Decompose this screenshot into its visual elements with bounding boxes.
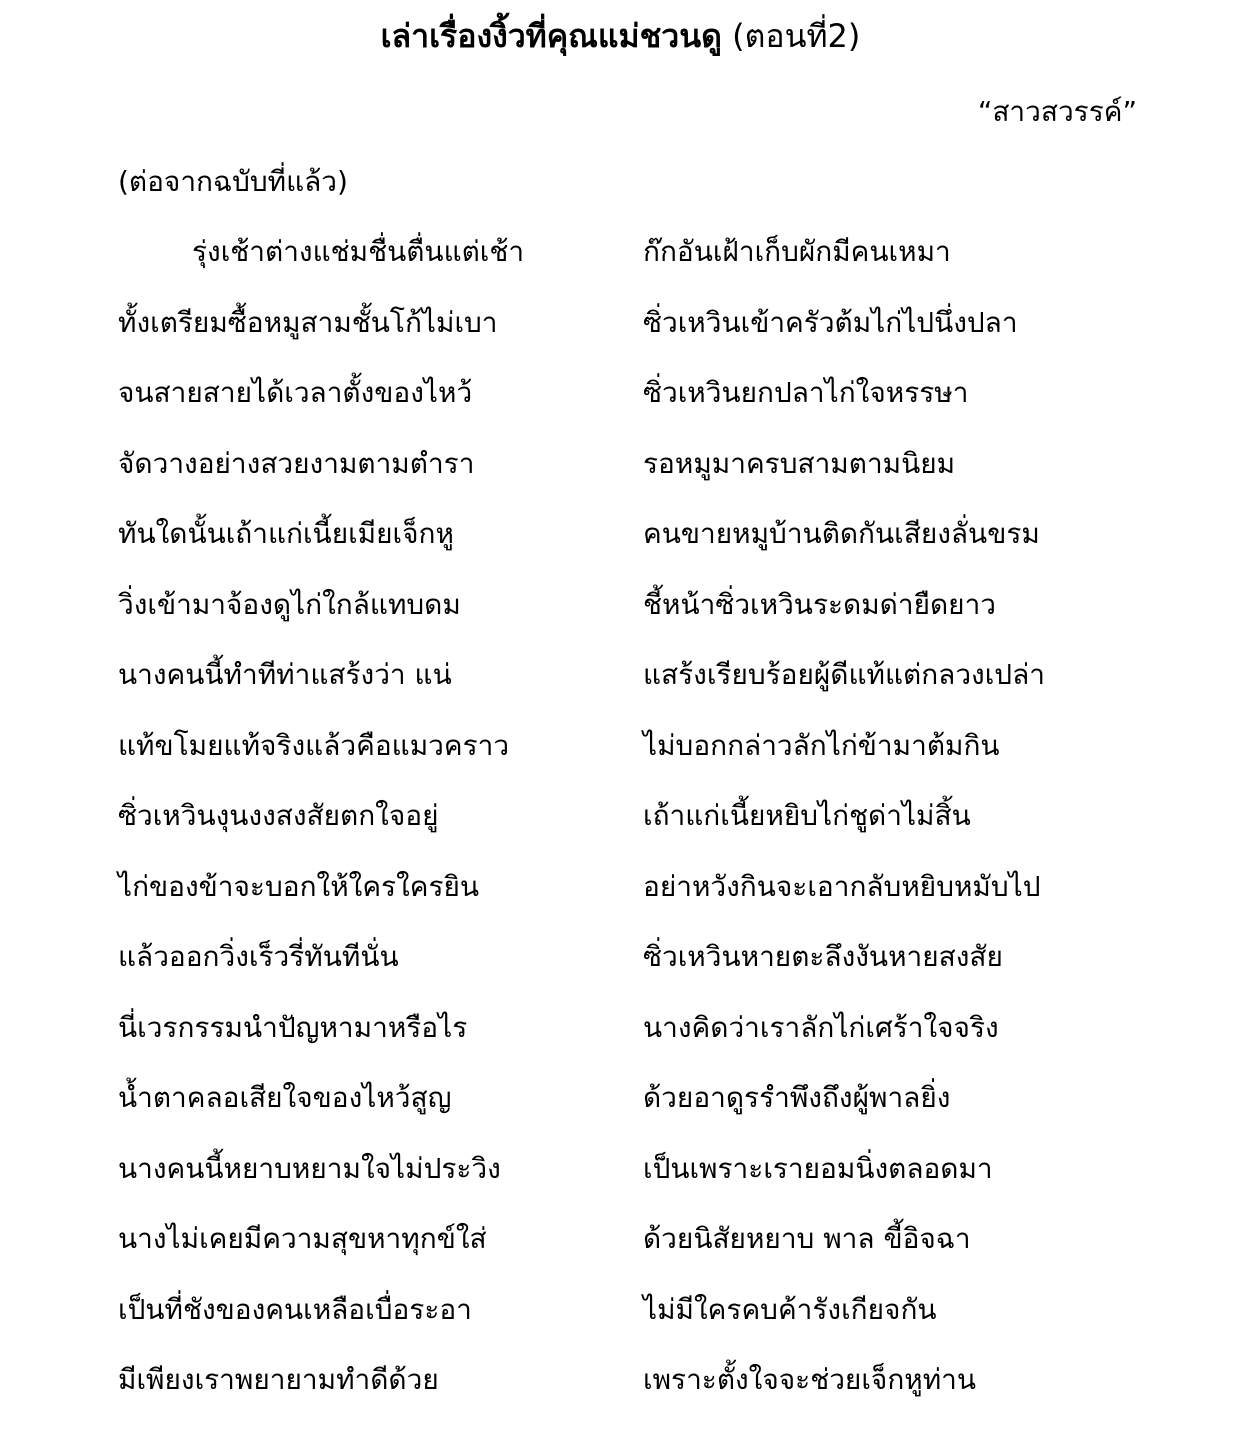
- poem-stanza-line: [0, 1008, 1241, 1079]
- author-name: “สาวสวรรค์”: [977, 95, 1137, 128]
- poem-line-left: วิ่งเข้ามาจ้องดูไก่ใกล้แทบดม: [118, 587, 461, 621]
- title-main: เล่าเรื่องงิ้วที่คุณแม่ชวนดู: [380, 17, 722, 55]
- poem-line-right: อย่าหวังกินจะเอากลับหยิบหมับไป: [643, 869, 1041, 903]
- poem-line-left: นางคนนี้ทำทีท่าแสร้งว่า แน่: [118, 658, 452, 691]
- poem-body: [0, 232, 1241, 1431]
- poem-line-left: รุ่งเช้าต่างแช่มชื่นตื่นแต่เช้า: [192, 235, 525, 268]
- poem-stanza-line: [0, 585, 1241, 656]
- poem-stanza-line: [0, 1360, 1241, 1431]
- poem-line-right: นางคิดว่าเราลักไก่เศร้าใจจริง: [643, 1010, 999, 1044]
- poem-line-left: นี่เวรกรรมนำปัญหามาหรือไร: [118, 1010, 468, 1044]
- poem-line-right: ซิ่วเหวินหายตะลึงงันหายสงสัย: [643, 940, 1003, 973]
- poem-stanza-line: [0, 232, 1241, 303]
- poem-stanza-line: [0, 937, 1241, 1008]
- page-title: [0, 14, 1241, 58]
- poem-stanza-line: [0, 796, 1241, 867]
- poem-line-left: ทันใดนั้นเถ้าแก่เนี้ยเมียเจ็กหู: [118, 517, 454, 550]
- poem-line-right: ซิ่วเหวินยกปลาไก่ใจหรรษา: [643, 376, 969, 409]
- poem-line-right: เป็นเพราะเรายอมนิ่งตลอดมา: [643, 1151, 993, 1185]
- poem-line-left: ทั้งเตรียมซื้อหมูสามชั้นโก้ไม่เบา: [118, 305, 498, 339]
- poem-stanza-line: [0, 1219, 1241, 1290]
- poem-line-right: รอหมูมาครบสามตามนิยม: [643, 446, 956, 480]
- poem-line-left: จนสายสายได้เวลาตั้งของไหว้: [118, 376, 473, 409]
- poem-stanza-line: [0, 373, 1241, 444]
- poem-stanza-line: [0, 1290, 1241, 1361]
- poem-stanza-line: [0, 867, 1241, 938]
- poem-line-left: แท้ขโมยแท้จริงแล้วคือแมวคราว: [118, 728, 510, 762]
- poem-line-left: มีเพียงเราพยายามทำดีด้วย: [118, 1363, 439, 1396]
- poem-line-left: เป็นที่ชังของคนเหลือเบื่อระอา: [118, 1292, 472, 1326]
- poem-stanza-line: [0, 655, 1241, 726]
- poem-line-left: แล้วออกวิ่งเร็วรี่ทันทีนั่น: [118, 940, 399, 973]
- poem-line-right: แสร้งเรียบร้อยผู้ดีแท้แต่กลวงเปล่า: [643, 658, 1045, 691]
- poem-line-left: น้ำตาคลอเสียใจของไหว้สูญ: [118, 1081, 452, 1114]
- poem-stanza-line: [0, 726, 1241, 797]
- poem-line-left: จัดวางอย่างสวยงามตามตำรา: [118, 446, 475, 480]
- poem-line-right: คนขายหมูบ้านติดกันเสียงลั่นขรม: [643, 517, 1040, 550]
- poem-line-right: ซิ่วเหวินเข้าครัวต้มไก่ไปนึ่งปลา: [643, 305, 1018, 339]
- poem-stanza-line: [0, 1149, 1241, 1220]
- intro-note: (ต่อจากฉบับที่แล้ว): [118, 165, 348, 198]
- poem-line-right: เพราะตั้งใจจะช่วยเจ็กหูท่าน: [643, 1363, 977, 1396]
- poem-line-right: ก๊กอันเฝ้าเก็บผักมีคนเหมา: [643, 235, 951, 268]
- poem-line-right: ชี้หน้าซิ่วเหวินระดมด่ายืดยาว: [643, 587, 997, 621]
- title-episode: (ตอนที่2): [721, 17, 861, 55]
- poem-line-right: ไม่มีใครคบค้ารังเกียจกัน: [643, 1292, 937, 1326]
- poem-stanza-line: [0, 1078, 1241, 1149]
- poem-line-right: ไม่บอกกล่าวลักไก่ข้ามาต้มกิน: [643, 728, 1000, 762]
- poem-line-left: ซิ่วเหวินงุนงงสงสัยตกใจอยู่: [118, 799, 439, 832]
- poem-line-left: ไก่ของข้าจะบอกให้ใครใครยิน: [118, 869, 480, 903]
- poem-line-right: ด้วยนิสัยหยาบ พาล ขี้อิจฉา: [643, 1222, 971, 1255]
- poem-line-left: นางไม่เคยมีความสุขหาทุกข์ใส่: [118, 1222, 487, 1255]
- poem-stanza-line: [0, 303, 1241, 374]
- poem-line-right: ด้วยอาดูรรำพึงถึงผู้พาลยิ่ง: [643, 1081, 951, 1114]
- poem-stanza-line: [0, 514, 1241, 585]
- poem-line-right: เถ้าแก่เนี้ยหยิบไก่ชูด่าไม่สิ้น: [643, 799, 971, 832]
- poem-stanza-line: [0, 444, 1241, 515]
- poem-line-left: นางคนนี้หยาบหยามใจไม่ประวิง: [118, 1151, 501, 1185]
